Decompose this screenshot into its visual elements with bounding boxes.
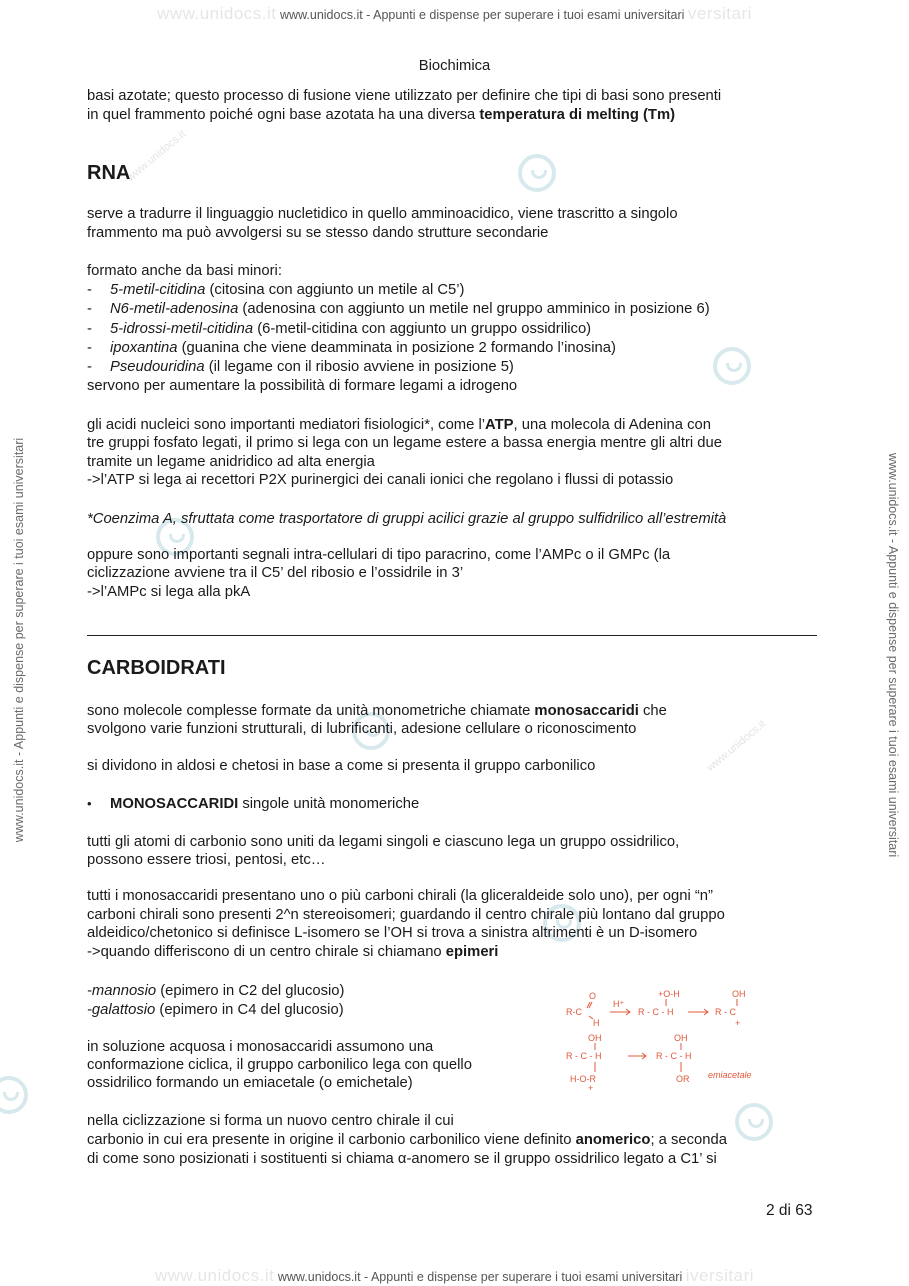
list-item: - 5-idrossi-metil-citidina (6-metil-citidina con aggiunto un gruppo ossidrilico) bbox=[87, 320, 591, 339]
anomer-paragraph-line: carbonio in cui era presente in origine il carbonio carbonilico viene definito anomerico; a seconda bbox=[87, 1132, 727, 1148]
list-item: - ipoxantina (guanina che viene deamminata in posizione 2 formando l’inosina) bbox=[87, 339, 616, 358]
sketch-text: R - C - H bbox=[638, 1007, 674, 1017]
rna-paragraph-line: serve a tradurre il linguaggio nucletidico in quello amminoacidico, viene trascritto a singolo bbox=[87, 206, 678, 222]
minor-bases-intro: formato anche da basi minori: bbox=[87, 263, 282, 279]
epimer-line: -galattosio (epimero in C4 del glucosio) bbox=[87, 1002, 344, 1018]
camp-paragraph-line: oppure sono importanti segnali intra-cellulari di tipo paracrino, come l’AMPc o il GMPc (la bbox=[87, 547, 671, 563]
watermark-logo-icon bbox=[713, 347, 751, 385]
intro-line-1: basi azotate; questo processo di fusione viene utilizzato per definire che tipi di basi sono presenti bbox=[87, 88, 722, 104]
cyclic-paragraph-line: in soluzione acquosa i monosaccaridi assumono una bbox=[87, 1039, 434, 1055]
list-item: - 5-metil-citidina (citosina con aggiunto un metile al C5’) bbox=[87, 281, 464, 300]
header-ghost-left: www.unidocs.it bbox=[157, 4, 277, 23]
section-heading-carboidrati: CARBOIDRATI bbox=[87, 657, 226, 679]
sketch-text: H⁺ bbox=[613, 999, 625, 1009]
sketch-text: R - C bbox=[715, 1007, 736, 1017]
epimer-line: -mannosio (epimero in C2 del glucosio) bbox=[87, 983, 345, 999]
page-title: Biochimica bbox=[418, 58, 491, 74]
sketch-text: + bbox=[588, 1083, 594, 1093]
watermark-text: www.unidocs.it bbox=[124, 128, 189, 184]
camp-paragraph-line: ciclizzazione avviene tra il C5’ del ribosio e l’ossidrile in 3’ bbox=[87, 565, 464, 581]
sketch-text: OH bbox=[732, 989, 746, 999]
footer-banner bbox=[0, 1266, 909, 1286]
sketch-text: OR bbox=[676, 1074, 690, 1084]
atp-paragraph-line: tramite un legame anidridico ad alta energia bbox=[87, 454, 375, 470]
rna-paragraph-line: frammento ma può avvolgersi su se stesso dando strutture secondarie bbox=[87, 225, 549, 241]
carbo-paragraph-line: carboni chirali sono presenti 2^n stereoisomeri; guardando il centro chirale più lontano dal gruppo bbox=[87, 907, 725, 923]
carbo-paragraph: si dividono in aldosi e chetosi in base a come si presenta il gruppo carbonilico bbox=[87, 758, 596, 774]
carbo-paragraph-line: ->quando differiscono di un centro chirale si chiamano epimeri bbox=[87, 944, 499, 960]
watermark-logo-icon bbox=[518, 154, 556, 192]
footer-banner-text[interactable]: www.unidocs.it - Appunti e dispense per superare i tuoi esami universitari bbox=[277, 1270, 683, 1284]
header-ghost-right: versitari bbox=[687, 4, 752, 23]
footer-ghost-left: www.unidocs.it bbox=[154, 1266, 275, 1285]
hemiacetal-reaction-sketch bbox=[560, 985, 780, 1095]
carbo-paragraph-line: aldeidico/chetonico si definisce L-isomero se l’OH si trova a sinistra altrimenti è un D-isomero bbox=[87, 925, 698, 941]
sketch-text: + bbox=[735, 1018, 741, 1028]
page-number: 2 di 63 bbox=[766, 1202, 813, 1219]
atp-paragraph-line: gli acidi nucleici sono importanti mediatori fisiologici*, come l’ATP, una molecola di Adenina con bbox=[87, 417, 711, 433]
sketch-text: R-C bbox=[566, 1007, 582, 1017]
sketch-text: H bbox=[593, 1018, 600, 1028]
coenzima-note: *Coenzima A, sfruttata come trasportatore di gruppi acilici grazie al gruppo sulfidrilico all’estremità bbox=[87, 511, 727, 527]
watermark-logo-icon bbox=[0, 1076, 28, 1114]
carbo-paragraph-line: svolgono varie funzioni strutturali, di lubrificanti, adesione cellulare o riconoscimento bbox=[87, 721, 637, 737]
sketch-text: R - C - H bbox=[656, 1051, 692, 1061]
anomer-paragraph-line: nella ciclizzazione si forma un nuovo centro chirale il cui bbox=[87, 1113, 454, 1129]
intro-line-2: in quel frammento poiché ogni base azotata ha una diversa temperatura di melting (Tm) bbox=[87, 107, 676, 123]
sketch-text: H-O-R bbox=[570, 1074, 596, 1084]
sketch-text: O bbox=[589, 991, 597, 1001]
sketch-text: OH bbox=[588, 1033, 602, 1043]
section-heading-rna: RNA bbox=[87, 162, 131, 184]
section-divider bbox=[87, 635, 817, 636]
camp-paragraph-line: ->l’AMPc si lega alla pkA bbox=[87, 584, 251, 600]
carbo-paragraph-line: tutti i monosaccaridi presentano uno o più carboni chirali (la gliceraldeide solo uno), per ogni “n” bbox=[87, 888, 713, 904]
list-item: - N6-metil-adenosina (adenosina con aggiunto un metile nel gruppo amminico in posizione 6) bbox=[87, 300, 710, 319]
cyclic-paragraph-line: ossidrilico formando un emiacetale (o emichetale) bbox=[87, 1075, 413, 1091]
carbo-paragraph-line: possono essere triosi, pentosi, etc… bbox=[87, 852, 326, 868]
sketch-text: R - C - H bbox=[566, 1051, 602, 1061]
bullet-item: • MONOSACCARIDI singole unità monomeriche bbox=[87, 795, 419, 814]
atp-paragraph-line: ->l’ATP si lega ai recettori P2X purinergici dei canali ionici che regolano i flussi di potassio bbox=[87, 472, 674, 488]
atp-paragraph-line: tre gruppi fosfato legati, il primo si lega con un legame estere a bassa energia mentre gli altri due bbox=[87, 435, 722, 451]
list-item: - Pseudouridina (il legame con il ribosio avviene in posizione 5) bbox=[87, 358, 514, 377]
sketch-text: +O-H bbox=[658, 989, 680, 999]
left-side-banner: www.unidocs.it - Appunti e dispense per superare i tuoi esami universitari bbox=[12, 437, 26, 843]
watermark-text: www.unidocs.it bbox=[704, 718, 769, 774]
sketch-text: OH bbox=[674, 1033, 688, 1043]
header-banner bbox=[0, 4, 909, 24]
anomer-paragraph-line: di come sono posizionati i sostituenti si chiama α-anomero se il gruppo ossidrilico legato a C1’ si bbox=[87, 1151, 717, 1167]
footer-ghost-right: iversitari bbox=[685, 1266, 755, 1285]
header-banner-text[interactable]: www.unidocs.it - Appunti e dispense per superare i tuoi esami universitari bbox=[280, 8, 685, 22]
cyclic-paragraph-line: conformazione ciclica, il gruppo carbonilico lega con quello bbox=[87, 1057, 472, 1073]
watermark-logo-icon bbox=[735, 1103, 773, 1141]
right-side-banner: www.unidocs.it - Appunti e dispense per superare i tuoi esami universitari bbox=[886, 452, 900, 858]
carbo-paragraph-line: sono molecole complesse formate da unità monometriche chiamate monosaccaridi che bbox=[87, 703, 667, 719]
minor-bases-outro: servono per aumentare la possibilità di formare legami a idrogeno bbox=[87, 378, 518, 394]
carbo-paragraph-line: tutti gli atomi di carbonio sono uniti da legami singoli e ciascuno lega un gruppo ossidrilico, bbox=[87, 834, 680, 850]
sketch-text: emiacetale bbox=[708, 1070, 752, 1080]
